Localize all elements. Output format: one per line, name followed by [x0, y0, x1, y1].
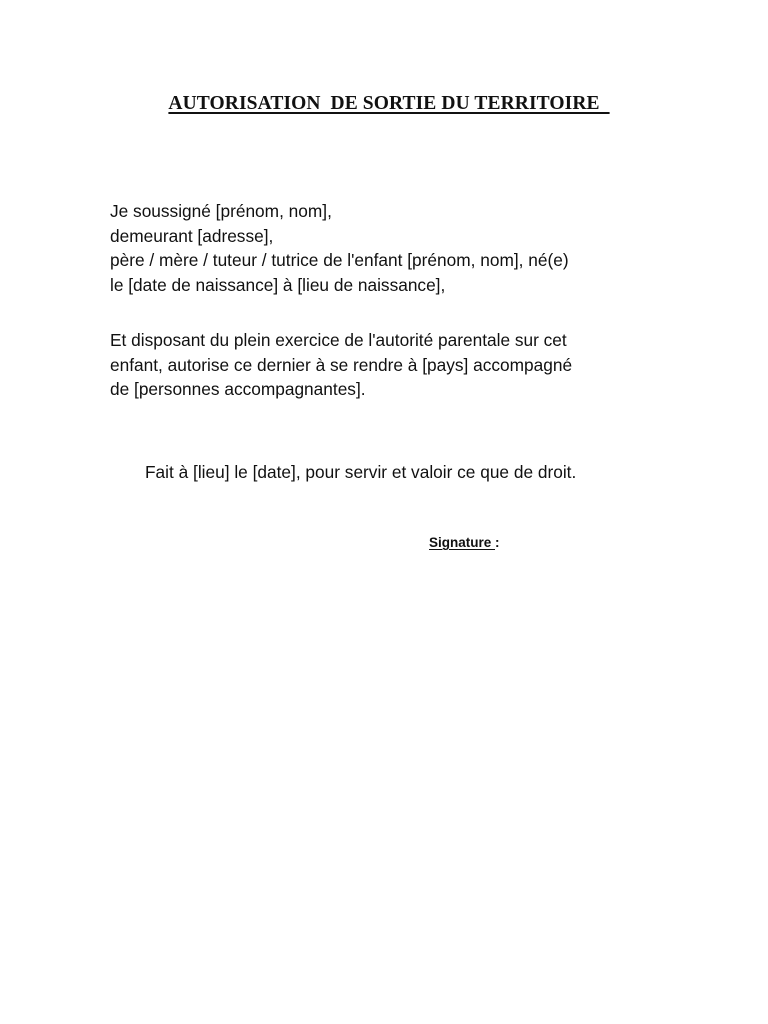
- signature-colon: :: [495, 535, 500, 550]
- declarant-paragraph: [110, 199, 690, 297]
- document-title: AUTORISATION DE SORTIE DU TERRITOIRE: [168, 93, 610, 114]
- signature-field: [429, 534, 500, 552]
- authorization-line: Et disposant du plein exercice de l'autorité parentale sur cet: [110, 330, 567, 350]
- authorization-paragraph: [110, 328, 690, 402]
- place-date-statement: Fait à [lieu] le [date], pour servir et valoir ce que de droit.: [145, 462, 577, 482]
- authorization-line: de [personnes accompagnantes].: [110, 379, 366, 399]
- birth-details-line: le [date de naissance] à [lieu de naissance],: [110, 274, 446, 295]
- signature-label: Signature: [429, 535, 496, 550]
- authorization-line: enfant, autorise ce dernier à se rendre à [pays] accompagné: [110, 354, 573, 375]
- address-line: demeurant [adresse],: [110, 225, 274, 246]
- declarant-name-line: Je soussigné [prénom, nom],: [110, 201, 332, 221]
- relationship-line: père / mère / tuteur / tutrice de l'enfant [prénom, nom], né(e): [110, 250, 569, 270]
